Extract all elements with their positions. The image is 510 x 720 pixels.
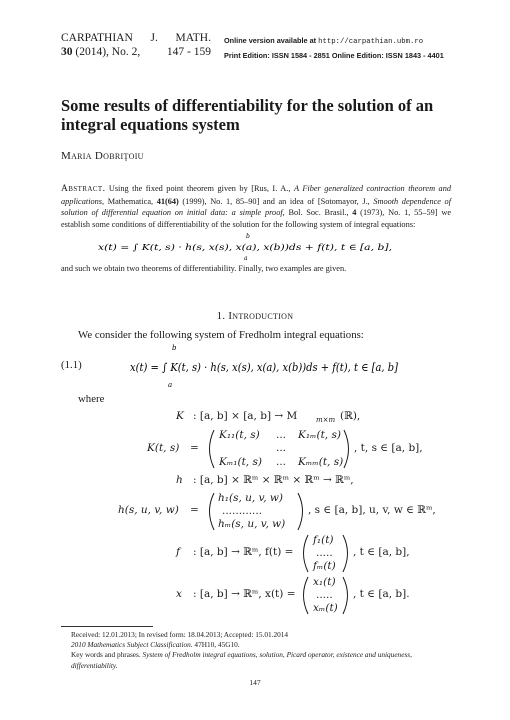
online-url: http://carpathian.ubm.ro (318, 38, 424, 46)
vector-entry: xₘ(t) (313, 602, 338, 614)
main-equation-text: x(t) = ∫ K(t, s) · h(s, x(s), x(a), x(b))ds + f(t), t ∈ [a, b] (130, 361, 399, 374)
equation-label: (1.1) (61, 359, 82, 371)
matrix-dots: ... (276, 442, 287, 454)
abstract-text: , Mathematica, (102, 196, 157, 206)
abstract-cite-title: A Fiber generalized contraction theorem and applications (61, 184, 452, 206)
vector-dots: ............ (222, 505, 263, 517)
right-paren (344, 430, 349, 468)
volume-number: 30 (61, 46, 73, 58)
abstract-volume: 4 (352, 208, 357, 218)
def-h-symbol: h (176, 474, 183, 486)
msc-classification (61, 640, 456, 650)
main-equation (0, 343, 510, 389)
vector-entry: f₁(t) (313, 534, 334, 546)
integral-upper-limit: b (246, 233, 250, 240)
def-f-mapping: : [a, b] → ℝᵐ, f(t) = (193, 546, 294, 558)
journal-name (61, 31, 211, 45)
def-k-mapping: : [a, b] × [a, b] → M (193, 410, 298, 422)
abstract-cite-title: Smooth dependence of solution of differential equation on initial data: a simple proof (61, 196, 451, 218)
abstract (61, 183, 451, 230)
received-dates: Received: 12.01.2013; In revised form: 18.04.2013; Accepted: 15.01.2014 (71, 630, 289, 639)
def-kts-symbol: K(t, s) (147, 442, 180, 454)
vector-dots: ..... (316, 589, 333, 601)
matrix-dots: ... (276, 429, 287, 441)
keywords-label: Key words and phrases. (71, 650, 141, 660)
vector-entry: x₁(t) (313, 576, 336, 588)
vector-entry: fₘ(t) (313, 560, 336, 572)
def-f-symbol: f (176, 546, 180, 558)
edition-info (224, 34, 444, 63)
vector-dots: ..... (316, 547, 333, 559)
def-kts-tail: , t, s ∈ [a, b], (354, 442, 423, 454)
right-paren (298, 493, 303, 530)
section-heading: 1. Introduction (216, 310, 294, 322)
journal-name-word: CARPATHIAN (61, 32, 133, 44)
footnote-rule (61, 626, 153, 627)
author: Maria Dobriţoiu (61, 150, 144, 162)
keywords-value: System of Fredholm integral equations, solution, Picard operator, existence and uniqueness, differentiability. (71, 650, 412, 670)
matrix-dots: ... (276, 456, 287, 468)
abstract-text: Using the fixed point theorem given by [Rus, I. A., (105, 184, 294, 193)
vector-entry: h₁(s, u, v, w) (218, 492, 284, 504)
left-paren (210, 430, 215, 468)
def-huvw-tail: , s ∈ [a, b], u, v, w ∈ ℝᵐ, (308, 504, 436, 516)
paper-title (61, 96, 461, 134)
footnotes (61, 630, 456, 671)
title-line: Some results of differentiability for the solution of an (61, 96, 434, 115)
vector-entry: hₘ(s, u, v, w) (218, 518, 286, 530)
abstract-text: (1999), No. 1, 85–90] and an idea of [Sotomayor, J., (178, 196, 374, 206)
integral-lower-limit: a (168, 381, 173, 389)
definitions-block (0, 405, 510, 620)
journal-pages: 147 - 159 (166, 46, 211, 58)
title-line: integral equations system (61, 115, 240, 134)
right-paren (343, 535, 348, 572)
def-k-tail: (ℝ), (340, 410, 361, 422)
def-x-mapping: : [a, b] → ℝᵐ, x(t) = (193, 588, 296, 600)
journal-volume (61, 45, 140, 59)
abstract-text: , Bol. Soc. Brasil., (282, 208, 353, 218)
abstract-conclusion: and such we obtain two theorems of differentiability. Finally, two examples are given. (61, 264, 347, 273)
intro-sentence: We consider the following system of Fredholm integral equations: (78, 329, 364, 341)
left-paren (304, 535, 309, 572)
left-paren (304, 577, 309, 614)
journal-volume-line (61, 45, 211, 59)
def-x-tail: , t ∈ [a, b]. (353, 588, 410, 600)
abstract-equation-text: x(t) = ∫ K(t, s) · h(s, x(s), x(a), x(b))ds + f(t), t ∈ [a, b], (98, 243, 330, 253)
print-line: Print Edition: ISSN 1584 - 2851 Online Edition: ISSN 1843 - 4401 (224, 51, 444, 60)
left-paren (210, 493, 215, 530)
abstract-equation (0, 231, 510, 261)
matrix-entry: K₁ₘ(t, s) (298, 429, 341, 441)
matrix-entry: Kₘₘ(t, s) (298, 456, 344, 468)
journal-name-word: MATH. (175, 32, 211, 44)
page-number: 147 (249, 678, 261, 687)
def-equals: = (190, 442, 199, 454)
where-word: where (78, 393, 105, 405)
msc-value: 47H10, 45G10. (192, 640, 240, 650)
msc-label: 2010 Mathematics Subject Classification. (71, 640, 193, 650)
def-x-symbol: x (176, 588, 182, 600)
def-huvw-symbol: h(s, u, v, w) (118, 504, 179, 516)
matrix-entry: K₁₁(t, s) (219, 429, 260, 441)
def-f-tail: , t ∈ [a, b], (353, 546, 410, 558)
abstract-heading: Abstract. (61, 184, 106, 194)
abstract-volume: 41(64) (156, 196, 179, 206)
journal-name-word: J. (150, 32, 158, 44)
def-k-symbol: K (176, 410, 184, 422)
online-label: Online version available at (224, 36, 317, 45)
def-equals: = (190, 504, 199, 516)
right-paren (343, 577, 348, 614)
keywords (61, 650, 456, 670)
def-k-subscript: m×m (316, 416, 336, 424)
integral-lower-limit: a (244, 255, 248, 261)
online-line (224, 34, 444, 49)
integral-upper-limit: b (172, 344, 177, 352)
matrix-entry: Kₘ₁(t, s) (219, 456, 262, 468)
journal-header (61, 31, 211, 59)
volume-year: (2014), No. 2, (75, 46, 141, 58)
def-h-mapping: : [a, b] × ℝᵐ × ℝᵐ × ℝᵐ → ℝᵐ, (193, 474, 354, 486)
abstract-text: (1973), No. 1, 55–59] we establish some conditions of differentiability of the solution for the following system of integral equations: (61, 208, 451, 229)
